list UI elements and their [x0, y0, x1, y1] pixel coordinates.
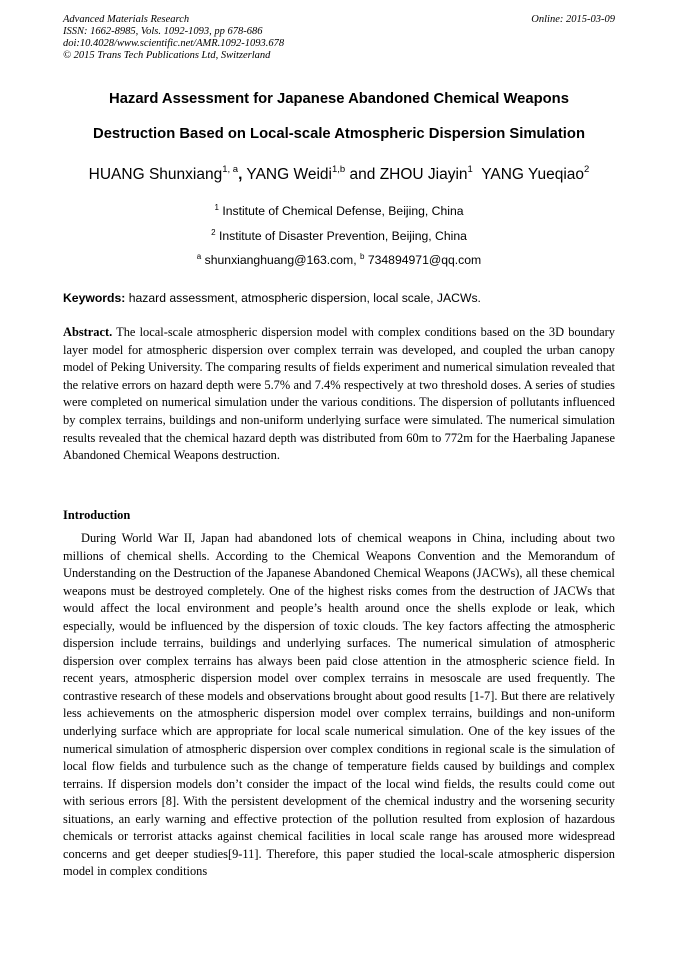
- email-line: [40, 253, 638, 267]
- title-line-2: Destruction Based on Local-scale Atmospheric Dispersion Simulation: [93, 126, 585, 142]
- journal-name: Advanced Materials Research: [63, 14, 190, 25]
- author-4-sup: 2: [584, 164, 590, 175]
- title-line-1: Hazard Assessment for Japanese Abandoned Chemical Weapons: [109, 91, 569, 107]
- issn-line: ISSN: 1662-8985, Vols. 1092-1093, pp 678-686: [63, 26, 263, 37]
- abstract: [63, 324, 615, 465]
- abstract-text: The local-scale atmospheric dispersion model with complex conditions based on the 3D boundary layer model for atmospheric dispersion over complex terrain was developed, and coupled the urban canopy model of Peking University. The comparing results of fields experiment and numerical simulation revealed that the relative errors on hazard depth were 5.7% and 7.4% respectively at two threshold doses. A series of studies were completed on numerical simulation under the various conditions. The dispersion of pollutants influenced by complex terrains, buildings and non-uniform underlying surface were simulated. The numerical simulation results revealed that the chemical hazard depth was distributed from 60m to 772m for the Haerbaling Japanese Abandoned Chemical Weapons destruction.: [63, 325, 615, 463]
- email-b: 734894971@qq.com: [367, 253, 482, 267]
- copyright-line: © 2015 Trans Tech Publications Ltd, Switzerland: [63, 50, 271, 61]
- email-a: shunxianghuang@163.com,: [204, 253, 357, 267]
- keywords: [63, 291, 615, 305]
- email-b-sup: b: [360, 252, 365, 261]
- introduction-paragraph: During World War II, Japan had abandoned lots of chemical weapons in China, including about two millions of chemical shells. According to the Chemical Weapons Convention and the Memorandum of Understanding on the Destruction of the Japanese Abandoned Chemical Weapons (JACWs), all these chemical weapons must be destroyed completely. One of the highest risks comes from the destruction of JACWs that would affect the local environment and people’s health around once the shells explode or leak, which especially, would be influenced by the dispersion of toxic clouds. The key factors affecting the atmospheric dispersion include terrains, buildings and underlying surfaces. The numerical simulation of atmospheric dispersion over complex terrains has always been paid close attention in the atmospheric science field. In recent years, atmospheric dispersion model over complex terrains in mesoscale are used frequently. The contrastive research of these models and observations brought about good results [1-7]. But there are relatively less achievements on the atmospheric dispersion model over complex terrains, buildings and non-uniform underlying surface which are appropriate for local scale numerical simulation. One of the key issues of the numerical simulation of atmospheric dispersion over complex conditions in regional scale is the simulation of local flow fields and turbulence such as the change of temperature fields caused by buildings and complex terrains. If dispersion models don’t consider the impact of the local wind fields, the results could come out with serious errors [8]. With the persistent development of the chemical industry and the worsening security situations, an early warning and effective protection of the pollution resulted from explosion of hazardous chemicals or terrorist attacks against chemical facilities in local scale range has aroused more widespread concerns and get deeper studies[9-11]. Therefore, this paper studied the local-scale atmospheric dispersion model in complex conditions: [63, 531, 615, 879]
- running-header: [63, 14, 615, 62]
- author-1-sup: 1, a: [222, 164, 239, 175]
- keywords-label: Keywords:: [63, 291, 126, 305]
- affiliation-2-sup: 2: [211, 228, 216, 237]
- author-2-sup: 1,b: [331, 164, 346, 175]
- keywords-text: hazard assessment, atmospheric dispersion, local scale, JACWs.: [128, 291, 481, 305]
- introduction-heading: Introduction: [63, 508, 131, 522]
- abstract-label: Abstract.: [63, 325, 113, 339]
- author-conjunction: and: [349, 166, 376, 183]
- author-2-name: YANG Weidi: [246, 166, 332, 183]
- affiliation-2-text: Institute of Disaster Prevention, Beijing, China: [218, 229, 467, 243]
- affiliation-2: [40, 229, 638, 243]
- author-4-name: YANG Yueqiao: [481, 166, 585, 183]
- online-date: Online: 2015-03-09: [531, 14, 615, 25]
- author-3-sup: 1: [467, 164, 473, 175]
- author-3-name: ZHOU Jiayin: [379, 166, 468, 183]
- affiliation-1-sup: 1: [214, 203, 219, 212]
- author-1-name: HUANG Shunxiang: [88, 166, 223, 183]
- author-line: HUANG Shunxiang$^{1, a}$, YANG Weidi$^{1,b}$ and ZHOU Jiayin$^1$ YANG Yueqiao$^2$: [88, 164, 590, 183]
- affiliation-1-text: Institute of Chemical Defense, Beijing, China: [222, 204, 464, 218]
- doi-line: doi:10.4028/www.scientific.net/AMR.1092-1093.678: [63, 38, 285, 49]
- email-a-sup: a: [196, 252, 202, 261]
- affiliation-1: [40, 204, 638, 218]
